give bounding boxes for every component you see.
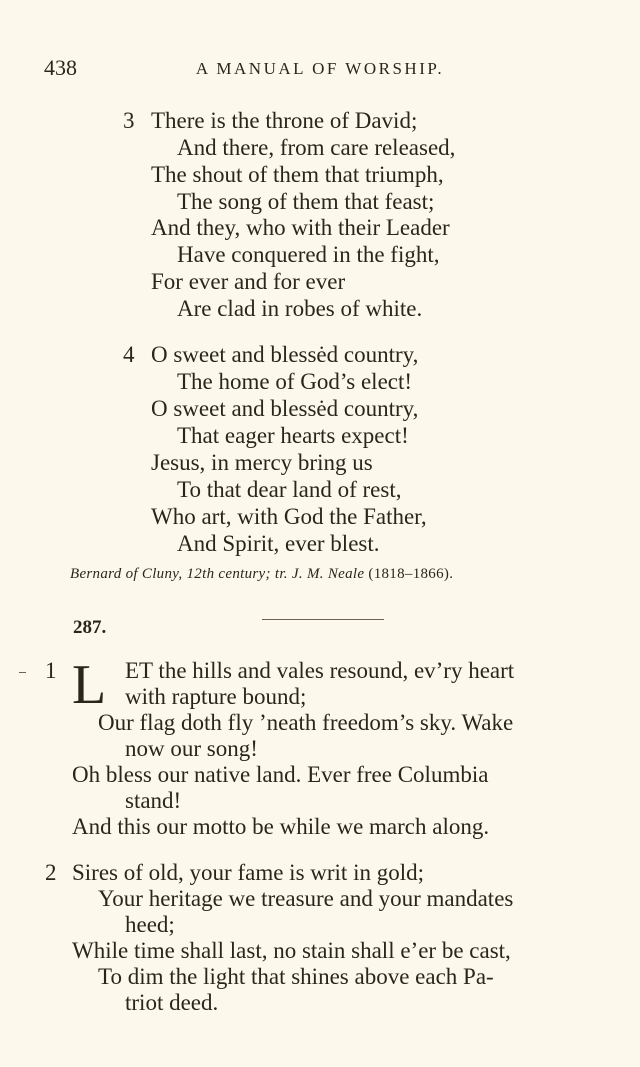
margin-mark [19,672,26,673]
verse-line: The song of them that feast; [177,189,435,214]
verse-line: The home of God’s elect! [177,369,413,394]
verse-line: Sires of old, your fame is writ in gold; [72,860,424,885]
attribution-dates: (1818–1866). [368,566,454,582]
divider-rule [262,619,384,620]
verse-line: Your heritage we treasure and your mandates [98,886,514,911]
verse-line: To dim the light that shines above each Pa- [98,964,494,989]
page-number: 438 [44,55,77,80]
verse-line: ET the hills and vales resound, ev’ry heart [125,658,515,683]
verse-line: stand! [125,788,182,813]
verse-line: And they, who with their Leader [151,215,450,240]
verse-line: now our song! [125,736,258,761]
stanza-number: 2 [45,860,57,885]
verse-line: Jesus, in mercy bring us [151,450,373,475]
verse-line: with rapture bound; [125,684,307,709]
stanza-number: 4 [123,342,135,367]
verse-line: That eager hearts expect! [177,423,409,448]
verse-line: And this our motto be while we march along. [72,814,490,839]
attribution-author: Bernard of Cluny, 12th century; tr. J. M. Neale [70,566,365,582]
verse-line: And Spirit, ever blest. [177,531,380,556]
verse-line: For ever and for ever [151,269,346,294]
attribution [70,566,453,583]
hymn-number: 287. [73,617,107,638]
verse-line: While time shall last, no stain shall e’er be cast, [72,938,511,963]
verse-line: And there, from care released, [177,135,456,160]
verse-line: Who art, with God the Father, [151,504,427,529]
verse-line: O sweet and blessėd country, [151,396,419,421]
drop-cap: L [72,654,107,716]
stanza-number: 3 [123,108,135,133]
verse-line: O sweet and blessėd country, [151,342,419,367]
verse-line: To that dear land of rest, [177,477,402,502]
verse-line: Are clad in robes of white. [177,296,423,321]
verse-line: There is the throne of David; [151,108,418,133]
verse-line: Have conquered in the fight, [177,242,440,267]
verse-line: heed; [125,912,175,937]
verse-line: Our flag doth fly ’neath freedom’s sky. Wake [98,710,514,735]
stanza-number: 1 [45,658,57,683]
verse-line: Oh bless our native land. Ever free Columbia [72,762,489,787]
verse-line: The shout of them that triumph, [151,162,444,187]
verse-line: triot deed. [125,990,219,1015]
running-title: A MANUAL OF WORSHIP. [195,59,445,78]
